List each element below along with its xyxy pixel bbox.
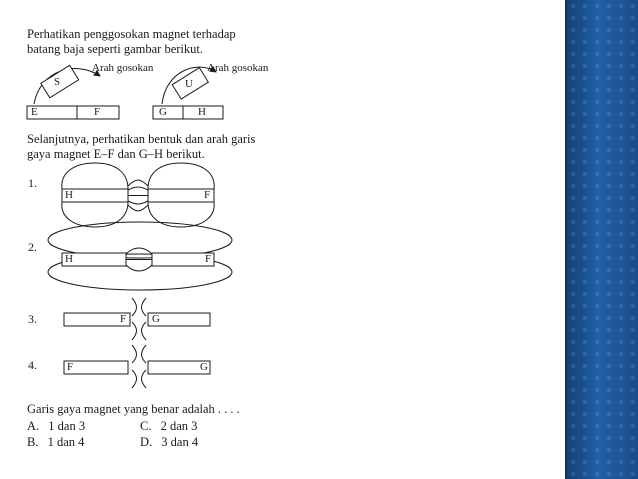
magnet-pole-u: U [185,78,193,90]
figure-number-3: 3. [28,312,37,326]
fig2-pole-left: H [65,253,73,265]
fig1-link [128,201,148,204]
arrow-label-right: Arah gosokan [207,62,269,74]
fig3-curve [142,298,147,316]
arrow-label-left: Arah gosokan [92,62,154,74]
bar-pole-f: F [94,106,101,118]
option-d-letter: D. [140,435,153,449]
fig3-curve [132,322,137,340]
option-b-letter: B. [27,435,39,449]
fig1-loop [148,163,214,189]
intro-line-1: Perhatikan penggosokan magnet terhadap [27,27,236,41]
fig1-link [128,187,148,190]
fig1-link [128,180,148,186]
fig1-pole-left: H [65,189,73,201]
figure-number-2: 2. [28,240,37,254]
fig4-curve [132,345,137,363]
steel-bar-right-half-g [153,106,183,119]
fig4-curve [132,370,137,388]
fig2-pole-right: F [205,253,212,265]
bar-pole-h: H [198,106,206,118]
option-a[interactable] [27,419,85,434]
option-c-letter: C. [140,419,152,433]
field-figure-4 [64,345,210,388]
fig4-pole-left: F [67,361,74,373]
option-a-letter: A. [27,419,40,433]
fig3-curve [142,322,147,340]
option-b-text: 1 dan 4 [47,435,85,449]
fig1-loop [62,163,128,189]
option-c[interactable] [140,419,197,434]
question-prompt: Garis gaya magnet yang benar adalah . . . . [27,402,240,416]
fig2-link [126,265,152,271]
option-a-text: 1 dan 3 [48,419,86,433]
fig3-pole-left: F [120,313,127,325]
option-d-text: 3 dan 4 [161,435,199,449]
figure-number-4: 4. [28,358,37,372]
figure-number-1: 1. [28,176,37,190]
fig4-curve [142,345,147,363]
field-figure-1 [62,163,214,227]
magnet-pole-s: S [54,76,61,88]
option-d[interactable] [140,435,198,450]
fig2-link [126,248,152,254]
fig4-curve [142,370,147,388]
fig4-pole-right: G [200,361,208,373]
field-figure-3 [64,298,210,340]
intro-line-2: batang baja seperti gambar berikut. [27,42,203,56]
middle-line-2: gaya magnet E–F dan G–H berikut. [27,147,205,161]
fig3-pole-right: G [152,313,160,325]
decorative-sidebar [565,0,638,479]
fig3-curve [132,298,137,316]
middle-line-1: Selanjutnya, perhatikan bentuk dan arah garis [27,132,256,146]
bar-pole-e: E [31,106,38,118]
fig1-loop [62,202,128,227]
fig1-loop [148,202,214,227]
fig4-bar-left [64,361,128,374]
fig1-pole-right: F [204,189,211,201]
option-b[interactable] [27,435,84,450]
bar-pole-g: G [159,106,167,118]
fig1-link [128,205,148,211]
option-c-text: 2 dan 3 [160,419,198,433]
